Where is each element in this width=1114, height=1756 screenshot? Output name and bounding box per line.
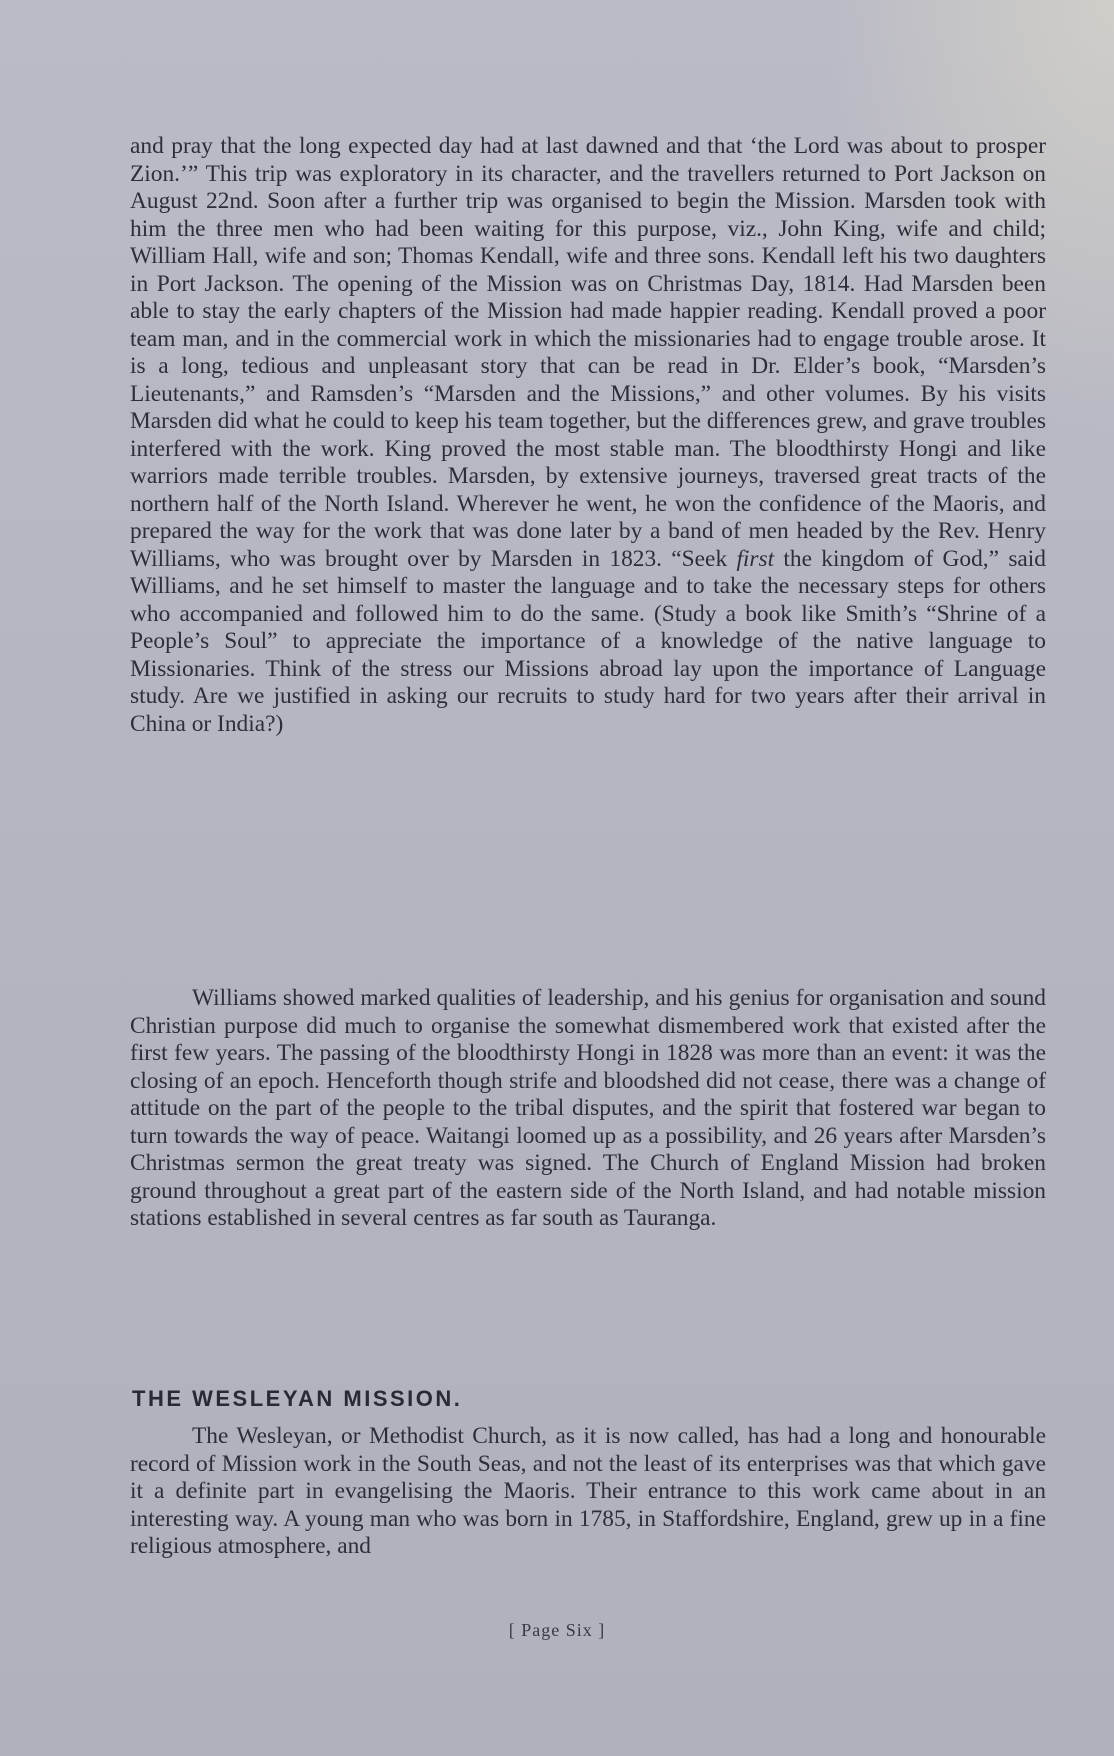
paragraph-text-part: the kingdom of God,” said Williams, and he set himself to master the language and to take the necessary steps for others who accompanied and followed him to do the same. (Study a book like Smith’s “Shrine of a People’s Soul” to appreciate the importance of a knowledge of the native language to Missionaries. Think of the stress our Missions abroad lay upon the importance of Language study. Are we justified in asking our recruits to study hard for two years after their arrival in China or India?) <box>130 545 1046 737</box>
paragraph-text-part: and pray that the long expected day had at last dawned and that ‘the Lord was about to prosper Zion.’” This trip was exploratory in its character, and the travellers returned to Port Jackson on August 22nd. Soon after a further trip was organised to begin the Mission. Marsden took with him the three men who had been waiting for this purpose, viz., John King, wife and child; William Hall, wife and son; Thomas Kendall, wife and three sons. Kendall left his two daughters in Port Jackson. The opening of the Mission was on Christmas Day, 1814. Had Marsden been able to stay the early chapters of the Mission had made happier reading. Kendall proved a poor team man, and in the commercial work in which the missionaries had to engage trouble arose. It is a long, tedious and unpleasant story that can be read in Dr. Elder’s book, “Marsden’s Lieutenants,” and Ramsden’s “Marsden and the Missions,” and other volumes. By his visits Marsden did what he could to keep his team together, but the differences grew, and grave troubles interfered with the work. King proved the most stable man. The bloodthirsty Hongi and like warriors made terrible troubles. Marsden, by extensive journeys, traversed great tracts of the northern half of the North Island. Wherever he went, he won the confidence of the Maoris, and prepared the way for the work that was done later by a band of men headed by the Rev. Henry Williams, who was brought over by Marsden in 1823. “Seek <box>130 133 1046 572</box>
paragraph-marsden-mission <box>130 133 1046 738</box>
paragraph-wesleyan-mission: The Wesleyan, or Methodist Church, as it is now called, has had a long and honourable record of Mission work in the South Seas, and not the least of its enterprises was that which gave it a definite part in evangelising the Maoris. Their entrance to this work came about in an interesting way. A young man who was born in 1785, in Staffordshire, England, grew up in a fine religious atmosphere, and <box>130 1423 1046 1559</box>
page-number-footer: [ Page Six ] <box>508 1620 606 1640</box>
paragraph-williams-leadership: Williams showed marked qualities of leadership, and his genius for organisation and sound Christian purpose did much to organise the somewhat dismembered work that existed after the first few years. The passing of the bloodthirsty Hongi in 1828 was more than an event: it was the closing of an epoch. Henceforth though strife and bloodshed did not cease, there was a change of attitude on the part of the people to the tribal disputes, and the spirit that fostered war began to turn towards the way of peace. Waitangi loomed up as a possibility, and 26 years after Marsden’s Christmas sermon the great treaty was signed. The Church of England Mission had broken ground throughout a great part of the eastern side of the North Island, and had notable mission stations established in several centres as far south as Tauranga. <box>130 985 1046 1231</box>
section-heading: THE WESLEYAN MISSION. <box>132 1386 463 1411</box>
emphasized-word: first <box>736 545 775 572</box>
